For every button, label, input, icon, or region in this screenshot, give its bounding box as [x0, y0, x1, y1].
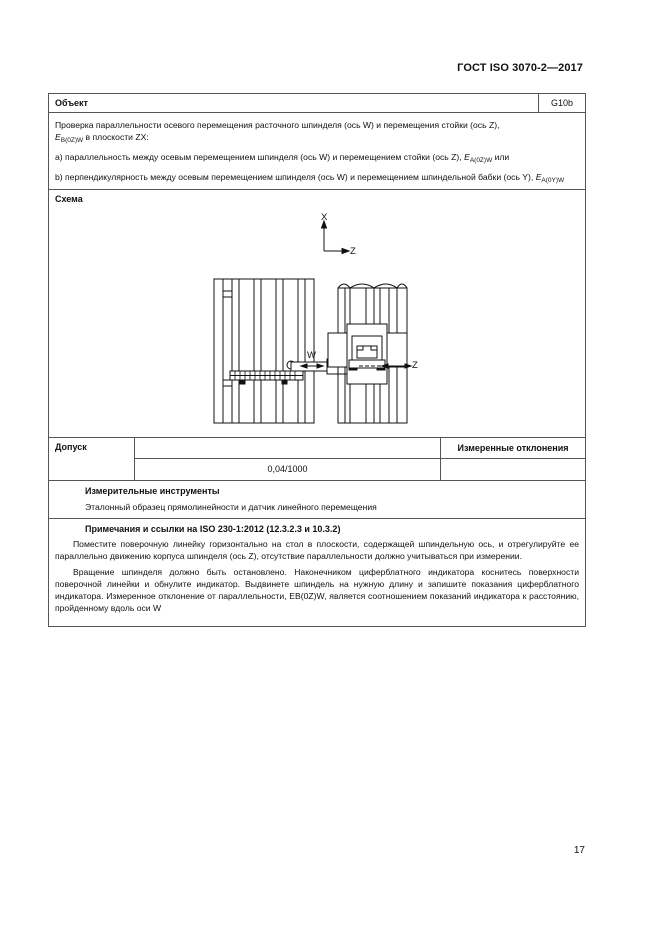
object-row	[49, 94, 585, 113]
scheme-label: Схема	[55, 194, 83, 204]
axis-x-text: X	[321, 212, 328, 223]
document-header: ГОСТ ISO 3070-2—2017	[457, 62, 583, 74]
description-item-b: b) перпендикулярность между осевым перемещением шпинделя (ось W) и перемещением шпиндельной бабки (ось Y), $E_{A(0Y)W}$	[55, 172, 565, 184]
measured-deviations-header: Измеренные отклонения	[441, 438, 585, 459]
machine-scheme-diagram	[49, 190, 585, 437]
axis-z-arrow	[342, 249, 349, 254]
object-label: Объект	[55, 98, 88, 108]
tolerance-label: Допуск	[55, 442, 87, 452]
notes-row	[49, 519, 585, 626]
left-column	[214, 279, 314, 423]
tolerance-row	[49, 438, 585, 481]
object-description	[49, 113, 585, 190]
notes-paragraph-1: Поместите поверочную линейку горизонтально на стол в плоскости, содержащей шпиндельную ось, и отрегулируйте ее параллельно движению корпуса шпинделя (ось Z), отсутствие параллельности должно учитываться при измерении.	[55, 539, 579, 561]
page-number: 17	[573, 845, 585, 856]
spindle-w-text: W	[307, 350, 316, 361]
instruments-label: Измерительные инструменты	[85, 486, 220, 496]
test-sheet-table	[48, 93, 586, 627]
scheme-row	[49, 190, 585, 438]
axis-z-text: Z	[350, 246, 356, 257]
description-main: Проверка параллельности осевого перемещения расточного шпинделя (ось W) и перемещения стойки (ось Z), $E_{B(0Z)W}$ в плоскости ZX:	[55, 120, 500, 144]
notes-label: Примечания и ссылки на ISO 230-1:2012 (12.3.2.3 и 10.3.2)	[85, 524, 341, 534]
column-z-text: Z	[412, 360, 418, 371]
tolerance-value: 0,04/1000	[267, 464, 308, 474]
instruments-row	[49, 481, 585, 519]
instruments-text: Эталонный образец прямолинейности и датчик линейного перемещения	[85, 502, 377, 512]
notes-paragraph-2: Вращение шпинделя должно быть остановлено. Наконечником циферблатного индикатора коснитесь поверхности поверочной линейки и обнулите индикатор. Выдвинете шпиндель на нужную длину и запишите показания циферблатного индикатора. Измеренное отклонение от параллельности, EB(0Z)W, является соотношением показаний индикатора к расстоянию, пройденному вдоль оси W	[55, 567, 579, 613]
description-item-a: а) параллельность между осевым перемещением шпинделя (ось W) и перемещением стойки (ось Z), $E_{A(0Z)W}$ или	[55, 152, 510, 164]
test-code: G10b	[538, 94, 585, 112]
